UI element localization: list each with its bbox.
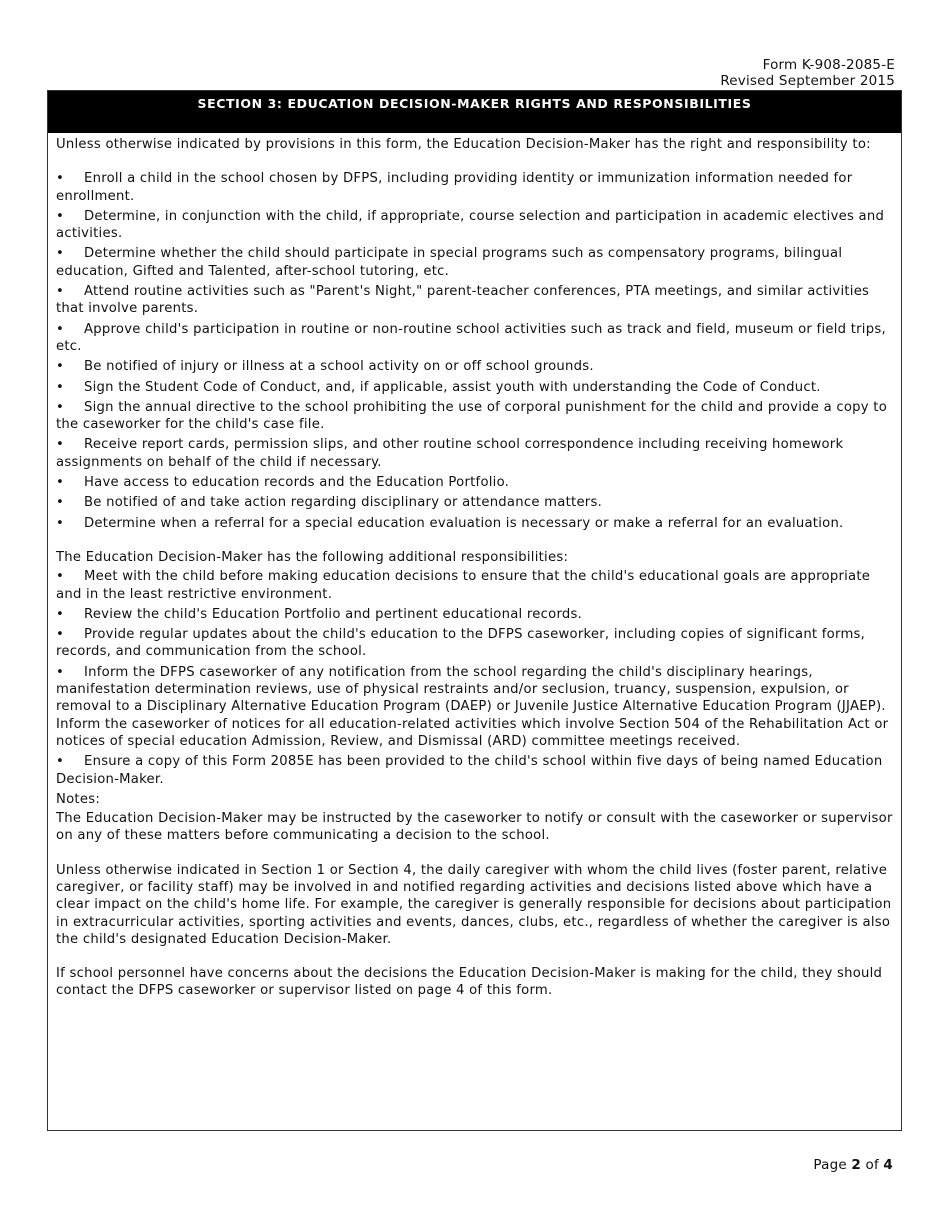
page-word: Page — [813, 1157, 847, 1173]
list-item: • Ensure a copy of this Form 2085E has been provided to the child's school within five days of being named Education Decision-Maker. — [56, 754, 883, 787]
page-number — [813, 1157, 893, 1173]
bullet-icon: • — [56, 627, 65, 643]
list-item: • Receive report cards, permission slips, and other routine school correspondence including receiving homework assignments on behalf of the child if necessary. — [56, 437, 844, 470]
notes-paragraph: If school personnel have concerns about the decisions the Education Decision-Maker is making for the child, they should contact the DFPS caseworker or supervisor listed on page 4 of this form. — [56, 966, 883, 999]
list-item: • Attend routine activities such as "Parent's Night," parent-teacher conferences, PTA meetings, and similar activities that involve parents. — [56, 284, 870, 317]
notes-paragraph: The Education Decision-Maker may be instructed by the caseworker to notify or consult with the caseworker or supervisor on any of these matters before communicating a decision to the school. — [56, 811, 893, 844]
rights-intro: Unless otherwise indicated by provisions in this form, the Education Decision-Maker has the right and responsibility to: — [56, 137, 871, 152]
bullet-icon: • — [56, 284, 65, 300]
notes-label: Notes: — [56, 791, 101, 807]
list-item: • Determine when a referral for a special education evaluation is necessary or make a referral for an evaluation. — [56, 515, 844, 531]
list-item: • Be notified of and take action regarding disciplinary or attendance matters. — [56, 495, 603, 511]
form-header — [720, 57, 895, 89]
bullet-icon: • — [56, 495, 65, 511]
notes-paragraph: Unless otherwise indicated in Section 1 or Section 4, the daily caregiver with whom the child lives (foster parent, relative caregiver, or facility staff) may be involved in and notified regarding activities and decisions listed above which have a clear impact on the child's home life. For example, the caregiver is generally responsible for decisions about participation in extracurricular activities, sporting activities and events, dances, clubs, etc., regardless of whether the caregiver is also the child's designated Education Decision-Maker. — [56, 862, 892, 947]
bullet-icon: • — [56, 359, 65, 375]
revision-date: Revised September 2015 — [720, 73, 895, 89]
list-item: • Approve child's participation in routine or non-routine school activities such as track and field, museum or field trips, etc. — [56, 321, 886, 354]
section-content — [48, 136, 901, 1000]
bullet-icon: • — [56, 475, 65, 491]
list-item: • Inform the DFPS caseworker of any notification from the school regarding the child's disciplinary hearings, manifestation determination reviews, use of physical restraints and/or seclusion, truancy, suspension, expulsion, or removal to a Disciplinary Alternative Education Program (DAEP) or Juvenile Justice Alternative Education Program (JJAEP). Inform the caseworker of notices for all education-related activities which involve Section 504 of the Rehabilitation Act or notices of special education Admission, Review, and Dismissal (ARD) committee meetings received. — [56, 664, 889, 749]
list-item: • Determine whether the child should participate in special programs such as compensatory programs, bilingual education, Gifted and Talented, after-school tutoring, etc. — [56, 246, 843, 279]
list-item: • Have access to education records and the Education Portfolio. — [56, 475, 510, 491]
bullet-icon: • — [56, 606, 65, 622]
bullet-icon: • — [56, 399, 65, 415]
bullet-icon: • — [56, 321, 65, 337]
list-item: • Sign the Student Code of Conduct, and, if applicable, assist youth with understanding the Code of Conduct. — [56, 379, 821, 395]
of-word: of — [865, 1157, 879, 1173]
form-number: Form K-908-2085-E — [762, 57, 895, 73]
bullet-icon: • — [56, 515, 65, 531]
total-pages: 4 — [883, 1157, 893, 1173]
current-page: 2 — [851, 1157, 861, 1173]
bullet-icon: • — [56, 664, 65, 680]
bullet-icon: • — [56, 379, 65, 395]
list-item: • Sign the annual directive to the school prohibiting the use of corporal punishment for the child and provide a copy to the caseworker for the child's case file. — [56, 399, 888, 433]
list-item: • Review the child's Education Portfolio and pertinent educational records. — [56, 606, 583, 622]
bullet-icon: • — [56, 171, 65, 187]
bullet-icon: • — [56, 208, 65, 224]
list-item: • Meet with the child before making education decisions to ensure that the child's educational goals are appropriate and in the least restrictive environment. — [56, 569, 871, 602]
rights-list — [56, 170, 893, 532]
bullet-icon: • — [56, 569, 65, 585]
additional-heading: The Education Decision-Maker has the following additional responsibilities: — [56, 549, 569, 565]
list-item: • Determine, in conjunction with the child, if appropriate, course selection and participation in academic electives and activities. — [56, 208, 885, 242]
section-title-bar — [48, 91, 901, 133]
bullet-icon: • — [56, 754, 65, 770]
bullet-icon: • — [56, 246, 65, 262]
section-title: SECTION 3: EDUCATION DECISION-MAKER RIGHTS AND RESPONSIBILITIES — [197, 96, 752, 111]
list-item: • Enroll a child in the school chosen by DFPS, including providing identity or immunization information needed for enrollment. — [56, 171, 853, 204]
list-item: • Be notified of injury or illness at a school activity on or off school grounds. — [56, 359, 594, 375]
bullet-icon: • — [56, 437, 65, 453]
additional-list — [56, 568, 893, 788]
form-section-box — [47, 90, 902, 1131]
list-item: • Provide regular updates about the child's education to the DFPS caseworker, including copies of significant forms, records, and communication from the school. — [56, 627, 866, 660]
